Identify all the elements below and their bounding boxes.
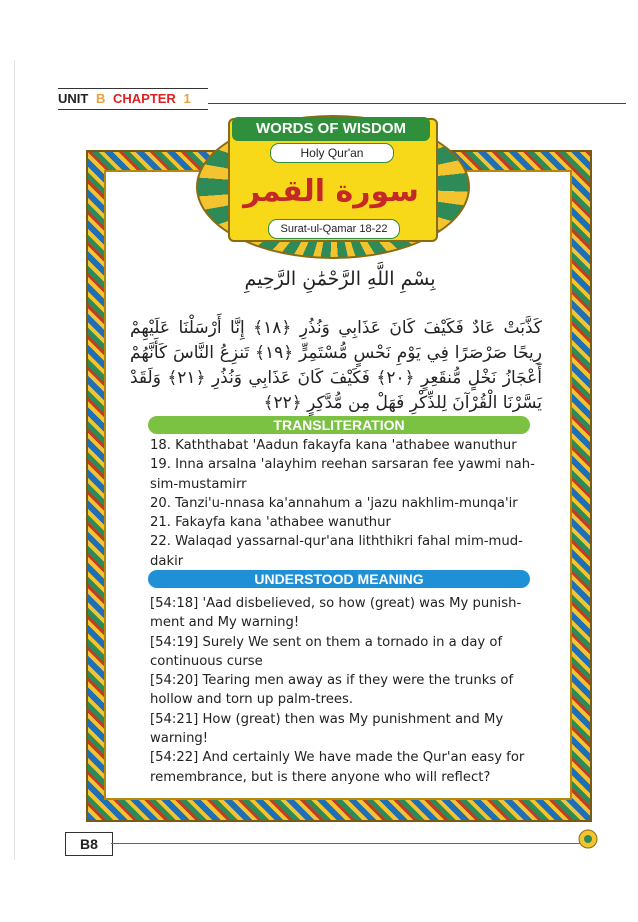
- surah-reference: Surat-ul-Qamar 18-22: [268, 219, 400, 239]
- meaning-line: [54:18] 'Aad disbelieved, so how (great) was My punish-ment and My warning!: [150, 596, 522, 631]
- page-number: B8: [65, 832, 113, 856]
- transliteration-line: 22. Walaqad yassarnal-qur'ana liththikri fahal mim-mud-dakir: [150, 534, 523, 569]
- chapter-label: CHAPTER: [112, 91, 176, 106]
- meaning-section: [150, 594, 542, 787]
- meaning-line: [54:20] Tearing men away as if they were the trunks of hollow and torn up palm-trees.: [150, 673, 514, 708]
- arabic-verses: كَذَّبَتْ عَادٌ فَكَيْفَ كَانَ عَذَابِي وَنُذُرِ ﴿١٨﴾ إِنَّا أَرْسَلْنَا عَلَيْهِمْ رِيحًا صَرْصَرًا فِي يَوْمِ نَحْسٍ مُّسْتَمِرٍّ ﴿١٩﴾ تَنزِعُ النَّاسَ كَأَنَّهُمْ أَعْجَازُ نَخْلٍ مُّنقَعِرٍ ﴿٢٠﴾ فَكَيْفَ كَانَ عَذَابِي وَنُذُرِ ﴿٢١﴾ وَلَقَدْ يَسَّرْنَا الْقُرْآنَ لِلذِّكْرِ فَهَلْ مِن مُّدَّكِرٍ ﴿٢٢﴾: [130, 318, 542, 413]
- transliteration-line: 19. Inna arsalna 'alayhim reehan sarsaran fee yawmi nah-sim-mustamirr: [150, 457, 535, 492]
- bismillah-text: بِسْمِ اللَّهِ الرَّحْمَٰنِ الرَّحِيمِ: [244, 268, 436, 290]
- transliteration-line: 18. Kaththabat 'Aadun fakayfa kana 'athabee wanuthur: [150, 438, 517, 453]
- words-of-wisdom-heading: WORDS OF WISDOM: [232, 117, 430, 141]
- chapter-number: 1: [183, 91, 191, 106]
- transliteration-line: 20. Tanzi'u-nnasa ka'annahum a 'jazu nakhlim-munqa'ir: [150, 495, 518, 511]
- footer-rule: [111, 843, 581, 844]
- page-edge-line: [14, 60, 15, 860]
- meaning-line: [54:21] How (great) then was My punishment and My warning!: [150, 711, 504, 747]
- flower-ornament-icon: [578, 829, 598, 849]
- transliteration-section: [150, 436, 542, 571]
- meaning-line: [54:19] Surely We sent on them a tornado in a day of continuous curse: [150, 634, 503, 669]
- holy-quran-subheading: Holy Qur'an: [270, 143, 394, 163]
- unit-letter: B: [95, 91, 106, 106]
- header-rule: [208, 103, 626, 104]
- surah-arabic-title: سورة القمر: [243, 174, 419, 209]
- understood-meaning-heading: UNDERSTOOD MEANING: [148, 570, 530, 588]
- meaning-line: [54:22] And certainly We have made the Qur'an easy for remembrance, but is there anyone who will reflect?: [150, 750, 525, 785]
- transliteration-line: 21. Fakayfa kana 'athabee wanuthur: [150, 515, 391, 531]
- unit-chapter-header: [58, 88, 208, 110]
- transliteration-heading: TRANSLITERATION: [148, 416, 530, 434]
- unit-label: UNIT: [58, 91, 89, 106]
